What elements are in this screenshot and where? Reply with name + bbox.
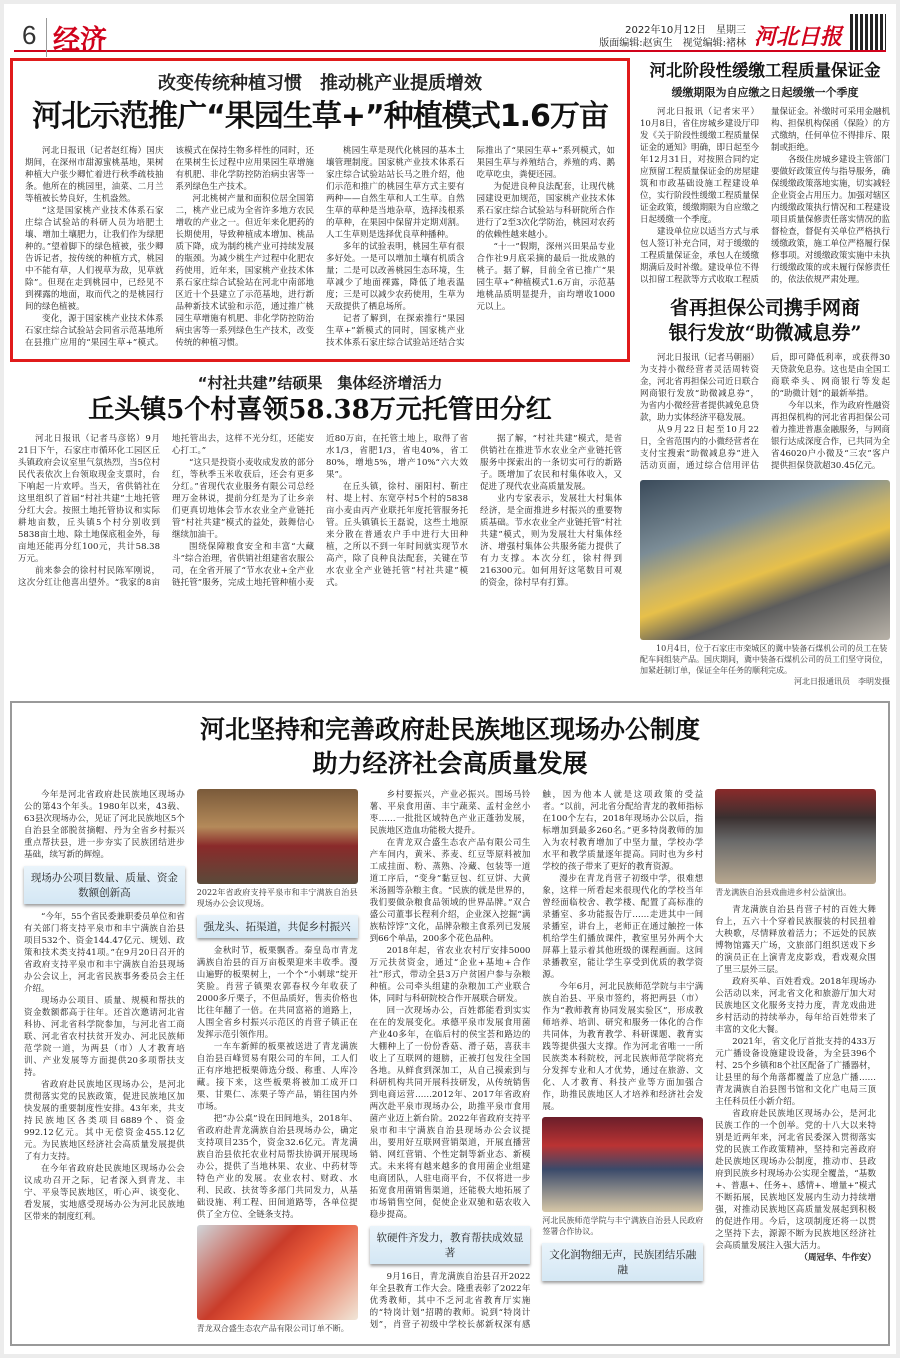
article-body [25, 145, 615, 349]
photo-caption: 青龙双合盛生态农产品有限公司订单不断。 [196, 1324, 349, 1333]
photo-meeting [197, 789, 358, 884]
paragraph: 各级住房城乡建设主管部门要做好政策宣传与指导服务，确保缓缴政策落地实施，切实减轻企业资金占用压力。加强对辖区内缓缴政策执行情况和工程建设项目质量保修责任落实情况的监督检查，督促有关单位严格执行缓缴政策，施工单位严格履行保修事项。对缓缴政策实施中未执行缓缴政策的或未履行保修责任的，依法依规严肃处理。 [771, 155, 891, 285]
article-headline: 河北示范推广“果园生草+”种植模式1.6万亩 [32, 99, 608, 134]
paragraph: 多年的试验表明，桃园生草有很多好处。一是可以增加土壤有机质含量；二是可以改善桃园生态环境，生草减少了地面裸露，降低了地表温度；三是可以减少农药使用，生草为天敌提供了栖息场所。 [326, 242, 465, 312]
paragraph: 政府买单、百姓看戏。2018年现场办公活动以来，河北省文化和旅游厅加大对民族地区文化服务支持力度，青龙戏曲进乡村活动的持续举办，每年给百姓带来了丰富的文化大餐。 [715, 977, 876, 1035]
paragraph: 河北桃树产量和面积位居全国第二，桃产业已成为全省许多地方农民增收的产业之一。但近年来化肥药的长期使用，导致种植成本增加、桃品质下降，成为制约桃产业可持续发展的瓶颈。为减少桃生产过程中化肥农药使用，近年来，国家桃产业技术体系石家庄综合试验站在河北中南部地区近十个县建立了示范基地，进行新品种新技术试验和示范，通过推广桃园生草增施有机肥、非化学防控防治病虫害等一系列绿色生产技术，改变传统的种植习惯。 [175, 194, 314, 348]
paragraph: 河北日报讯（记者马彦铭）9月21日下午，石家庄市循环化工园区丘头镇政府会议室里气氛热烈，当5位村民代表依次上台领取现金支票时，台下响起一片欢呼。当天，省供销社在这里组织了首届“村社共建”土地托管分红大会。按照土地托管协议和实际耕地亩数，丘头镇5个村分别收到5838亩土地、除土地保底租金外，每亩地还能再分红100元，共计58.38万元。 [18, 434, 160, 564]
paragraph: 省政府赴民族地区现场办公，是河北民族工作的一个创举。党的十八大以来特别是近两年来，河北省民委深入贯彻落实党的民族工作政策精神，坚持和完善政府赴民族地区现场办公制度，推动市、县政府到民族乡村现场办公实现全覆盖，“基数+、普惠+、任务+、感情+、增量+”模式不断拓展，民族地区发展内生动力持续增强，对推动民族地区高质量发展起到积极的促进作用。今后，这项制度还将一以贯之坚持下去，源源不断为民族地区经济社会高质量发展注入强大活力。 [715, 1109, 876, 1251]
photo-block [542, 1117, 703, 1237]
paragraph: 为促进良种良法配套，让现代桃园建设更加规范，国家桃产业技术体系石家庄综合试验站与科研院所合作进行了2至3次化学防治，桃园对农药的依赖性越来越小。 [476, 182, 615, 240]
article-body [640, 106, 890, 286]
ethnic-region-article[interactable] [10, 701, 890, 1346]
editors: 版面编辑:赵寅生 视觉编辑:褚林 [599, 38, 746, 49]
subhead: 软硬件齐发力，教育帮扶成效显著 [370, 1226, 531, 1264]
paragraph: 河北日报讯（记者赵红梅）国庆期间，在深州市甜源蜜桃基地，果树种植大户张少卿忙着进行秋季疏枝抽条。他所在的桃园里，油菜、二月兰等植被长势良好，生机盎然。 [25, 146, 164, 204]
article-village-dividend[interactable] [10, 362, 630, 589]
paragraph: 乡村要振兴，产业必振兴。围场马铃薯、平泉食用菌、丰宁蔬菜、孟村金丝小枣……一批批区域特色产业正蓬勃发展，民族地区造血功能极大提升。 [369, 790, 531, 836]
paragraph: 漫步在青龙肖营子初级中学，很难想象，这样一所看起来很现代化的学校当年曾经面临校舍、教学楼、配置了高标准的录播室、多功能报告厅……走进其中一间录播室，讲台上，老师正在通过触控一体机给学生们播放课件，教室里另外两个大屏幕上显示着其他班级的课程画面。这间录播教室，能让学生享受到优质的教学资源。 [542, 874, 704, 980]
paragraph: “这是国家桃产业技术体系石家庄综合试验站的科研人员为培肥土壤、增加土壤肥力，让我们作为绿肥种的。”望着脚下的绿色植被，张少卿告诉记者，按传统的种植方式，桃园中不能有草，人们视草为敌，见草就除”。但现在走到桃园中，已经见不到裸露的地面，取而代之的是桃园行间的绿色植被。 [25, 206, 164, 312]
photo-caption: 河北民族师范学院与丰宁满族自治县人民政府签署合作协议。 [542, 1216, 704, 1236]
paragraph: 金秋时节，板栗飘香。秦皇岛市青龙满族自治县的百万亩板栗迎来丰收季。漫山遍野的板栗树上，一个个“小刺球”绽开笑脸。肖营子镇栗农郭春权今年收获了2000多斤栗子，不但品质好，售卖价格也比往年翻了一倍。在共同富裕的道路上，人围全省乡村振兴示范区的肖营子镇正在发挥示范引领作用。 [196, 946, 358, 1040]
paragraph: 现场办公项目、质量、规模和帮扶的资金数额都高于往年。还首次邀请河北省科协、河北省科学院参加，与河北省工商联、河北省农村扶贫开发办、河北民族师范学院一道，为两县（市）人才教育培训、产业发展等方面提供20多项帮扶支持。 [24, 996, 185, 1078]
paragraph: 记者了解到，在探索推行“果园生草+”新模式的同时，国家桃产业技术体系石家庄综合试验站还结合实际推出了“果园生草+”系列模式，如果园生草与养殖结合，养殖的鸡、鹅吃草吃虫，粪便还园。 [326, 146, 615, 348]
photo-block [197, 1225, 358, 1334]
qr-code-icon [850, 14, 886, 50]
paragraph: 2018年起，省农业农村厅安排5000万元扶贫资金，通过“企业+基地+合作社”形式，带动全县3万户贫困户参与杂粮种植。公司牵头组建的杂粮加工产业联合体，同时与科研院校合作开展联合研发。 [369, 946, 531, 1004]
page-header [14, 4, 886, 56]
article-headline: 省再担保公司携手网商银行发放“助微减息券” [668, 297, 862, 344]
photo-caption: 2022年省政府支持平泉市和丰宁满族自治县现场办公会议现场。 [196, 888, 358, 908]
paragraph: 河北日报讯（记者宋平）10月8日，省住房城乡建设厅印发《关于阶段性缓缴工程质量保证金的通知》明确，即日起至今年12月31日，对按照合同约定应预留工程质量保证金的房屋建筑和市政基础设施工程建设单位，实行阶段性缓缴工程质量保证金政策，缓缴期限为自应缴之日起缓缴一个季度。 [640, 107, 760, 225]
article-kicker: “村社共建”结硕果 集体经济增活力 [197, 374, 443, 392]
article-body [640, 352, 890, 472]
paragraph: 在今年省政府赴民族地区现场办公会议成功召开之际，记者深入到青龙、丰宁、平泉等民族地区，听心声、谈变化、看发展，实地感受现场办公为河北民族地区带来的制度红利。 [24, 1164, 185, 1222]
right-column [640, 58, 890, 693]
paragraph: “今年，55个省民委兼职委员单位和省有关部门将支持平泉市和丰宁满族自治县项目532个、资金144.47亿元、规划、政策和技术类支持41项。”在9月20日召开的省政府支持平泉市和丰宁满族自治县现场办公会议上，河北省民族事务委员会主任介绍。 [24, 912, 185, 994]
photo-caption [640, 643, 890, 687]
photo-signing-ceremony [542, 1117, 703, 1212]
paragraph: “十一”假期，深州兴田果品专业合作社9月底采摘的最后一批成熟的桃子。据了解，目前全省已推广“果园生草+”种植模式1.6万亩，示范基地桃品质明显提升，亩均增收1000元以上。 [476, 242, 615, 312]
paragraph: 回一次现场办公，百姓都能看到实实在在的发展变化。承德平泉市发展食用菌产业40多年，在临后村的侯宝荟和路边的大棚种上了一份份香菇、滑子菇，喜获丰收上了互联网的翅膀，正被打包发往全国各地。从鲜食到深加工，从自己摸索到与科研机构共同开展科技研发，从传统销售到电商运营……2012年、2017年省政府两次赴平泉市现场办公，助推平泉市食用菌产业迈上新台阶。2022年省政府支持平泉市和丰宁满族自治县现场办公会议提出，要用好互联网营销渠道，开展直播营销、网红营销、个性定制等新业态、新模式。未来将有越来越多的食用菌企业组建电商团队，人驻电商平台，不仅将进一步拓宽食用菌销售渠道，还能极大地拓展了市场销售空间，促使企业双驰和菇农收入稳步提高。 [369, 1006, 531, 1220]
subhead: 文化润物细无声，民族团结乐融融 [542, 1243, 703, 1281]
newspaper-page [4, 4, 896, 1354]
paragraph: 河北日报讯（记者马朝丽）为支持小微经营者灵活周转资金，河北省再担保公司近日联合网商银行发放“助微减息券”，为省内小微经营者提供减免息贷款，助力实体经济平稳发展。 [640, 353, 760, 423]
date: 2022年10月12日 星期三 [625, 25, 746, 36]
article-body [24, 789, 876, 1334]
paragraph: 桃园生草是现代化桃园的基本土壤管理制度。国家桃产业技术体系石家庄综合试验站站长马之胜介绍，他们示范和推广的桃园生草方式主要有两种——自然生草和人工生草。自然生草的草种是当地杂草，选择浅根系的草种，在果园中保留并定期刈割。人工生草则是选择优良草种播种。 [326, 146, 465, 240]
paragraph: 在青龙双合盛生态农产品有限公司生产车间内，黄米、荞麦、红豆等原料被加工成挂面、粉、蒸熟、冷藏、包装等一道道工序后，“变身”黏豆包、红豆饼、大黄米汤圆等杂粮主食。“民族的就是世界的，我们要做杂粮食品领域的世界品牌。”双合盛公司董事长程利介绍，企业深入挖掘“满族粘饽饽”文化，品牌杂粮主食系列已发展到66个单品，200多个花色品种。 [369, 838, 531, 944]
paragraph: 从9月22日起至10月22日，全省范围内的小微经营者在支付宝搜索“助微减息券”进入活动页面，通过综合信用评估后，即可降低利率，或获得30天贷款免息券。这也是由全国工商联牵头、网商银行等发起的“助微计划”的最新举措。 [640, 353, 891, 471]
paragraph: 今年以来，作为政府性融资再担保机构的河北省再担保公司着力推进普惠金融服务，与网商银行达成深度合作，已共同为全省46020户小微及“三农”客户提供担保贷款超30.45亿元。 [771, 401, 891, 471]
photo-opera-performance [715, 789, 876, 884]
article-body [18, 433, 622, 589]
article-headline: 河北阶段性缓缴工程质量保证金 [649, 61, 881, 80]
article-kicker: 改变传统种植习惯 推动桃产业提质增效 [158, 73, 482, 94]
article-headline: 丘头镇5个村喜领58.38万元托管田分红 [88, 395, 552, 425]
paragraph: 今年6月，河北民族师范学院与丰宁满族自治县、平泉市签约，将把两县（市）作为“教师教育协同发展实验区”，形成教师培养、培训、研究和服务一体化的合作共同体，为教育教学、科研课题、教育实践等提供强大支撑。作为河北省唯一一所民族类本科院校，河北民族师范学院将充分发挥专业和人才优势，通过在旅游、文化、人才教育、科技产业等方面加强合作，助推民族地区人才培养和经济社会发展。 [542, 982, 704, 1112]
section-title: 经济 [46, 18, 107, 57]
caption-text: 10月4日，位于石家庄市栾城区的冀中装备石煤机公司的员工在装配车间组装产品。国庆期间，冀中装备石煤机公司的员工们坚守岗位，加紧赶制订单，保证全年任务的顺利完成。 [640, 644, 888, 675]
article-deferred-deposit[interactable] [640, 60, 890, 286]
photo-caption: 青龙满族自治县戏曲进乡村公益演出。 [715, 888, 852, 897]
paragraph: 2021年，省文化厅首批支持的433万元广播设备设施建设设备，为全县396个村、25个乡镇和8个社区配备了广播器材，让县里的每个角落都覆盖了应急广播……青龙满族自治县图书馆和文化广电局三顶主任科员任小新介绍。 [715, 1037, 876, 1107]
paragraph: 在丘头镇，徐村、丽阳村、靳庄村、堤上村、东宽亭村5个村的5838亩小麦由丙产业联托年度托管服务托管。丘头镇镇长王磊说，这些土地原来分散在普通农户手中进行大田种植，之所以不到一年时间就实现节水高产，除了良种良法配套，关键在节水农业全产业链托管“村社共建”模式。 [326, 482, 468, 588]
page-meta [599, 24, 746, 50]
paragraph: 变化，源于国家桃产业技术体系石家庄综合试验站会同省示范基地所在县推广应用的“果园生草+”模式。该模式在保持生物多样性的同时，还在果树生长过程中应用果园生草增施有机肥、非化学防控防治病虫害等一系列绿色生产技术。 [25, 146, 314, 348]
top-section [10, 58, 890, 693]
paragraph: 青龙满族自治县肖营子村的百姓大舞台上，五六十个穿着民族服装的村民扭着大秧歌，尽情释放着活力；不远处的民族博物馆露天广场，文旅部门组织送戏下乡的演员正在上演青龙皮影戏，看戏观众围了里三层外三层。 [715, 905, 876, 975]
photo-factory-workers [640, 480, 890, 640]
left-stack [10, 58, 630, 693]
masthead-logo: 河北日报 [753, 24, 842, 50]
subhead: 现场办公项目数量、质量、资金数额创新高 [24, 866, 185, 904]
article-guarantee-bank[interactable] [640, 296, 890, 472]
paragraph: 据了解，“村社共建”模式，是省供销社在推进节水农业全产业链托管服务中探索出的一条切实可行的新路子。既增加了农民和村集体收入，又促进了现代农业高质量发展。 [480, 434, 622, 492]
paragraph: 围绕保障粮食安全和丰富“大藏斗”综合治理，省供销社组建省农服公司，在全省开展了“节水农业+全产业链托管”服务，完成土地托管种植小麦近80万亩，在托管土地上，取得了省水1/3，省肥1/3，省电40%，省工80%，增地5%，增产10%“六大效果”。 [172, 434, 468, 588]
article-subhead: 缓缴期限为自应缴之日起缓缴一个季度 [671, 86, 859, 99]
paragraph: 9月16日，青龙满族自治县召开2022年全县教育工作大会。隆重表彰了2022年优秀教师，其中不乏河北省教育厅实施的“特岗计划”招聘的教师。说到“特岗计划”，肖营子初级中学校长郝新权深有感触，因为他本人就是这项政策的受益者。“以前，河北省分配给青龙的教师指标在100个左右，2018年现场办公以后，指标增加到最多260名。”更多特岗教师的加入为农村教育增加了中坚力量，学校办学水平和教学质量逐年提高。同时也为乡村学校的孩子带来了更好的教育资源。 [369, 790, 704, 1330]
paragraph: 一车车新鲜的板栗被送进了青龙满族自治县百峰贸易有限公司的车间，工人们正有序地把板栗筛选分级、称重、人库冷藏。接下来，这些板栗将被加工成开口栗、甘栗仁、冻栗子等产品，销往国内外市场。 [196, 1042, 358, 1112]
paragraph: “这只是投资小麦收成发放的部分红，等秋季玉米收获后，还会有更多分红。”省现代农业服务有限公司总经理万金林说，提前分红是为了让乡亲们更真切地体会节水农业全产业链托管“村社共建”模式的益处，鼓舞信心继续加油干。 [172, 458, 314, 540]
photo-block [197, 789, 358, 909]
photo-food-factory [197, 1225, 358, 1320]
page-number: 6 [22, 20, 37, 50]
photo-credit: 河北日报通讯员 李明发摄 [794, 677, 890, 686]
article-headline-line1: 河北坚持和完善政府赴民族地区现场办公制度 [199, 715, 700, 744]
byline: （周冠华、牛作安） [799, 1253, 876, 1263]
paragraph: 建设单位应以适当方式与承包人签订补充合同，对于缓缴的工程质量保证金，承包人在缓缴期满后及时补缴。建设单位不得以扣留工程款等方式收取工程质量保证金。补缴时可采用金融机构、担保机构保函（保险）的方式缴纳，任何单位不得排斥、限制或拒绝。 [640, 107, 891, 285]
featured-article[interactable] [10, 58, 630, 362]
paragraph: 今年是河北省政府赴民族地区现场办公的第43个年头。1980年以来，43载、63县次现场办公，见证了河北民族地区5个自治县全部脱贫摘帽、丹为全省乡村振兴重点帮扶县，进一步夯实了民族团结进步基础，续写新的辉煌。 [24, 790, 185, 860]
article-headline-line2: 助力经济社会高质量发展 [312, 749, 588, 778]
paragraph: 前来参会的徐村村民陈军刚说，这次分红让他喜出望外。“我家的8亩地托管出去，这样不光分红，还能安心打工。” [18, 434, 314, 588]
paragraph: 省政府赴民族地区现场办公，是河北贯彻落实党的民族政策，促进民族地区加快发展的重要制度性安排。43年来，共支持民族地区各类项目6889个、资金992.12亿元。其中无偿资金455.12亿元。为民族地区经济社会高质量发展提供了有力支持。 [24, 1080, 185, 1162]
subhead: 强龙头、拓渠道，共促乡村振兴 [197, 915, 358, 938]
paragraph: 把“办公桌”设在田间地头，2018年、省政府赴青龙满族自治县现场办公，确定支持项目235个，资金32.6亿元。青龙满族自治县依托农业村局帮扶协调开展现场办公，提供了当地林果、农业、中药材等特色产业的发展。农业农村、财政、水利、民政、扶贫等多部门共同发力，从基础设施、利工程、田间道路等，各单位提供了全方位、全链条支持。 [196, 1114, 358, 1220]
photo-block [715, 789, 876, 898]
paragraph: 业内专家表示，发展壮大村集体经济，是全面推进乡村振兴的重要物质基础。节水农业全产业链托管“村社共建”模式，则为发展壮大村集体经济、增强村集体公共服务能力提供了有力支撑。本次分红，徐村得到216300元。如何用好这笔数目可观的资金，徐村早有打算。 [480, 494, 622, 588]
